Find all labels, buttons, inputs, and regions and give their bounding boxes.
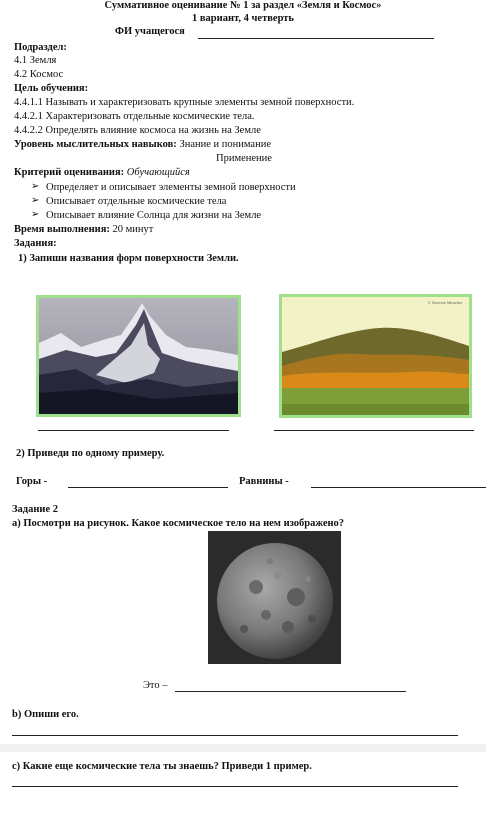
answer-line-other-bodies[interactable] xyxy=(12,786,458,787)
skills-label: Уровень мыслительных навыков: xyxy=(14,139,177,150)
mountain-photo xyxy=(36,295,241,417)
task-1-question: 1) Запиши названия форм поверхности Земли. xyxy=(18,253,239,264)
section-item-earth: 4.1 Земля xyxy=(14,55,57,66)
criteria-label: Критерий оценивания: xyxy=(14,167,125,178)
criteria-item-1: Определяет и описывает элементы земной поверхности xyxy=(46,182,296,193)
plains-label: Равнины - xyxy=(239,476,289,487)
moon-image xyxy=(208,531,341,664)
task-3-question-a: а) Посмотри на рисунок. Какое космическое тело на нем изображено? xyxy=(12,518,345,529)
criteria-item-2: Описывает отдельные космические тела xyxy=(46,196,227,207)
bullet-arrow-icon: ➢ xyxy=(31,181,40,192)
goal-item-3: 4.4.2.2 Определять влияние космоса на жизнь на Земле xyxy=(14,125,261,136)
criteria-who: Обучающийся xyxy=(126,167,190,178)
answer-line-space-body[interactable] xyxy=(175,691,406,692)
goal-item-2: 4.4.2.1 Характеризовать отдельные космические тела. xyxy=(14,111,255,122)
hill-photo xyxy=(279,294,472,418)
time-value: 20 минут xyxy=(112,224,154,235)
time-label: Время выполнения: xyxy=(14,224,110,235)
goal-item-1: 4.4.1.1 Называть и характеризовать крупные элементы земной поверхности. xyxy=(14,97,355,108)
variant-label: 1 вариант, 4 четверть xyxy=(192,13,294,24)
task-3-question-b: b) Опиши его. xyxy=(12,709,79,720)
bullet-arrow-icon: ➢ xyxy=(31,195,40,206)
skills-value-2: Применение xyxy=(216,153,272,164)
skills-row xyxy=(14,139,271,151)
time-row xyxy=(14,224,153,236)
student-name-line[interactable] xyxy=(198,38,434,39)
criteria-item-3: Описывает влияние Солнца для жизни на Земле xyxy=(46,210,262,221)
student-name-label: ФИ учащегося xyxy=(115,26,185,37)
answer-line-describe[interactable] xyxy=(12,735,458,736)
photo-watermark: © Science Miracles xyxy=(427,300,462,305)
hill-image xyxy=(279,294,472,418)
mountains-answer-line[interactable] xyxy=(68,487,228,488)
section-label: Подраздел: xyxy=(14,42,67,53)
bullet-arrow-icon: ➢ xyxy=(31,209,40,220)
criteria-row xyxy=(14,167,190,179)
answer-line-hill[interactable] xyxy=(274,430,474,431)
plains-answer-line[interactable] xyxy=(311,487,486,488)
skills-value-1: Знание и понимание xyxy=(179,139,271,150)
page-title: Суммативное оценивание № 1 за раздел «Земля и Космос» xyxy=(104,0,382,11)
section-item-space: 4.2 Космос xyxy=(14,69,64,80)
goals-label: Цель обучения: xyxy=(14,83,89,94)
answer-label-this-is: Это – xyxy=(143,680,168,691)
tasks-label: Задания: xyxy=(14,238,57,249)
page-2 xyxy=(0,752,486,836)
task-3-title: Задание 2 xyxy=(12,504,58,515)
moon-icon xyxy=(208,531,341,664)
task-3-question-c: с) Какие еще космические тела ты знаешь? Приведи 1 пример. xyxy=(12,761,312,772)
mountains-label: Горы - xyxy=(16,476,48,487)
mountain-image xyxy=(36,295,241,417)
answer-line-mountain[interactable] xyxy=(38,430,229,431)
task-2-question: 2) Приведи по одному примеру. xyxy=(16,448,165,459)
